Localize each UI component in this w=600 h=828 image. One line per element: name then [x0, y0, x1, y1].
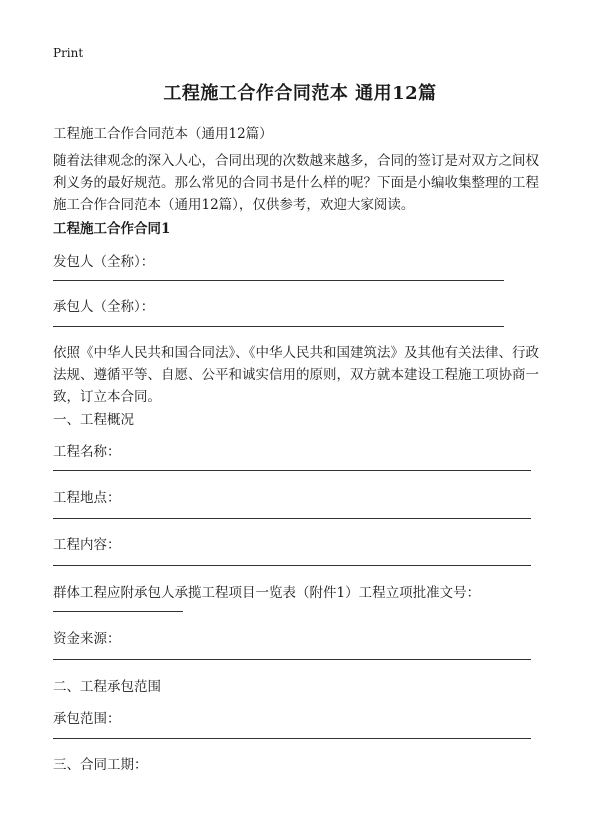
page-title: 工程施工合作合同范本 通用12篇	[163, 83, 437, 104]
project-content-fill-line	[53, 565, 531, 566]
fund-source-fill-line	[53, 659, 531, 660]
group-project-label: 群体工程应附承包人承揽工程项目一览表（附件1）工程立项批准文号：	[53, 585, 481, 601]
party-b-label: 承包人（全称）：	[53, 299, 155, 315]
section-1-heading: 一、工程概况	[53, 412, 134, 428]
contract-heading: 工程施工合作合同1	[53, 221, 171, 237]
project-content-label: 工程内容：	[53, 537, 121, 553]
basis-paragraph: 依照《中华人民共和国合同法》、《中华人民共和国建筑法》及其他有关法律、行政法规、遵循平等、自愿、公平和诚实信用的原则，双方就本建设工程施工项协商一致，订立本合同。	[53, 345, 539, 405]
section-3-heading: 三、合同工期：	[53, 757, 148, 773]
project-location-label: 工程地点：	[53, 490, 121, 506]
intro-paragraph: 随着法律观念的深入人心，合同出现的次数越来越多，合同的签订是对双方之间权利义务的最好规范。那么常见的合同书是什么样的呢？下面是小编收集整理的工程施工合作合同范本（通用12篇），仅供参考，欢迎大家阅读。	[53, 153, 539, 213]
scope-label: 承包范围：	[53, 711, 121, 727]
fund-source-label: 资金来源：	[53, 631, 121, 647]
print-label[interactable]: Print	[53, 46, 84, 60]
project-name-label: 工程名称：	[53, 444, 121, 460]
project-name-fill-line	[53, 470, 531, 471]
project-location-fill-line	[53, 518, 531, 519]
party-b-fill-line	[53, 326, 504, 327]
scope-fill-line	[53, 738, 531, 739]
approval-number-fill-line	[53, 611, 183, 612]
subtitle: 工程施工合作合同范本（通用12篇）	[53, 126, 273, 142]
party-a-label: 发包人（全称）：	[53, 254, 155, 270]
party-a-fill-line	[53, 280, 504, 281]
section-2-heading: 二、工程承包范围	[53, 679, 161, 695]
